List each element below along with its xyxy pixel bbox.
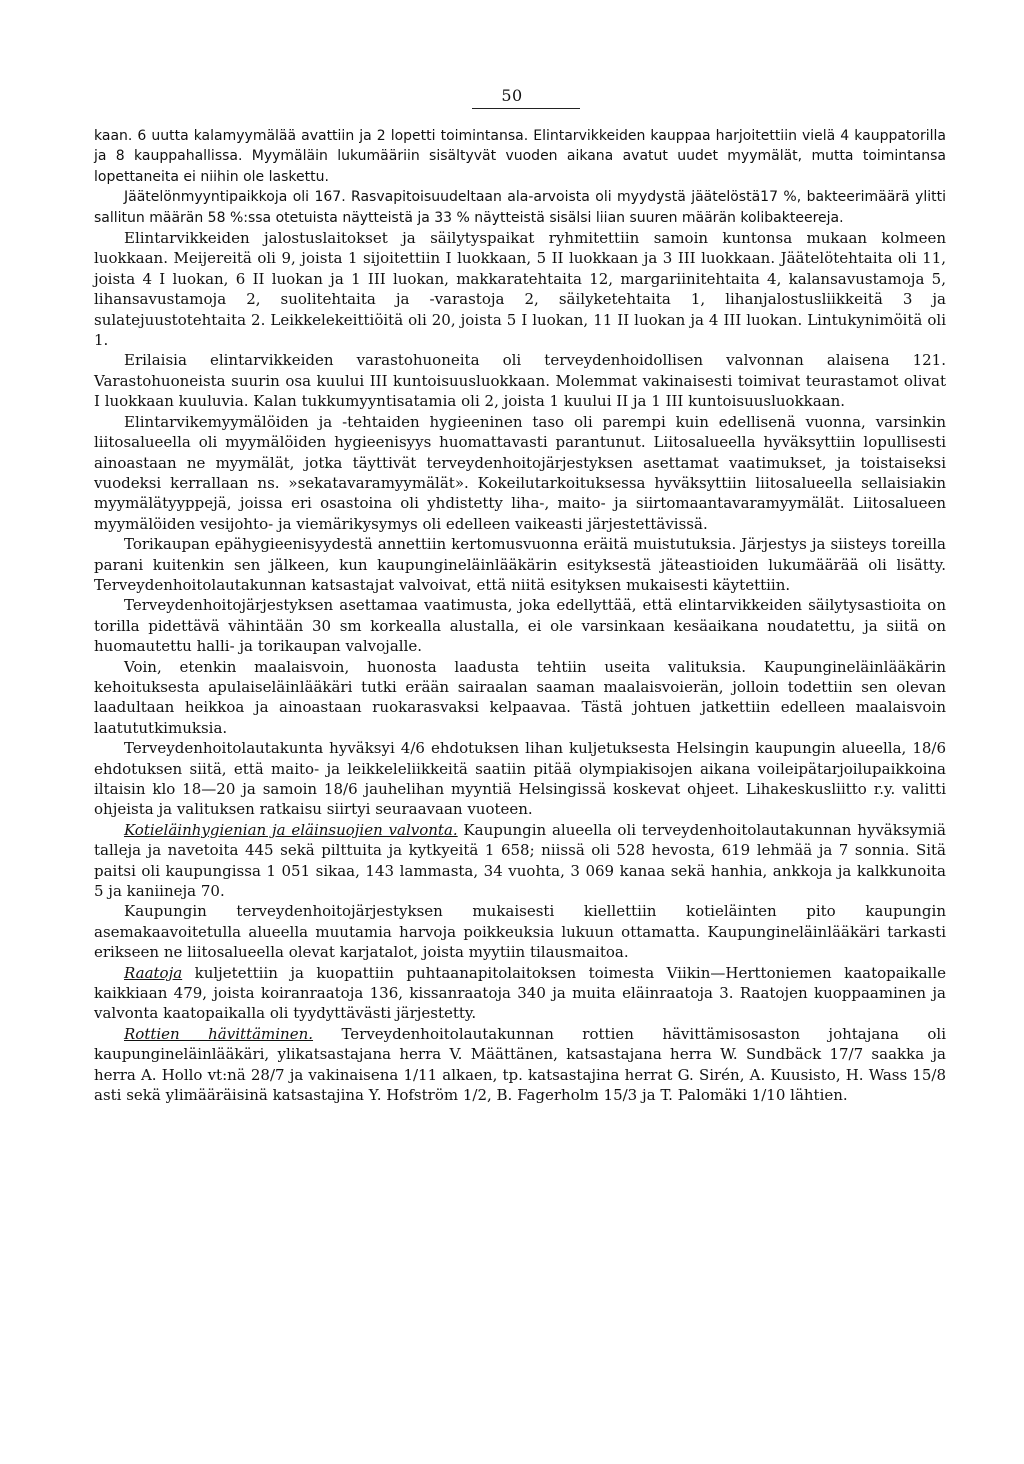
- paragraph-kotielainten-pito: Kaupungin terveydenhoitojärjestyksen mukaisesti kiellettiin kotieläinten pito kaupungin asemakaavoitetulla alueella muutamia harvoja poikkeuksia lukuun ottamatta. Kaupungineläinlääkäri tarkasti erikseen ne liitosalueella olevat karjatalot, joista myytiin tilausmaitoa.: [94, 902, 946, 962]
- paragraph-torikauppa: Torikaupan epähygieenisyydestä annettiin kertomusvuonna eräitä muistutuksia. Järjestys ja siisteys toreilla parani kuitenkin sen jälkeen, kun kaupungineläinlääkärin esityksestä jäteastioiden lukumäärää oli lisätty. Terveydenhoitolautakunnan katsastajat valvoivat, että niitä esityksen mukaisesti käytettiin.: [94, 535, 946, 594]
- paragraph-sailytysastiat: Terveydenhoitojärjestyksen asettamaa vaatimusta, joka edellyttää, että elintarvikkeiden säilytysastioita on torilla pidettävä vähintään 30 sm korkealla alustalla, ei ole varsinkaan kesäaikana noudatettu, ja siitä on huomautettu halli- ja torikaupan valvojalle.: [94, 596, 946, 656]
- paragraph-kalamyymalat: kaan. 6 uutta kalamyymälää avattiin ja 2 lopetti toimintansa. Elintarvikkeiden kauppaa harjoitettiin vielä 4 kauppatorilla ja 8 kauppahallissa. Myymäläin lukumääriin sisältyvät vuoden aikana avatut uudet myymälät, mutta toimintansa lopettaneita ei niihin ole laskettu.: [94, 128, 946, 185]
- paragraph-rottien-havittaminen: [94, 1024, 946, 1106]
- paragraph-jaatelonmyynti: Jäätelönmyyntipaikkoja oli 167. Rasvapitoisuudeltaan ala-arvoista oli myydystä jäätelöstä17 %, bakteerimäärä ylitti sallitun määrän 58 %:ssa otetuista näytteistä ja 33 % näytteistä sisälsi liian suuren määrän kolibakteereja.: [94, 189, 946, 226]
- section-heading-raadot: Raatoja: [124, 963, 183, 982]
- paragraph-maalaisvoi: Voin, etenkin maalaisvoin, huonosta laadusta tehtiin useita valituksia. Kaupungineläinlääkärin kehoituksesta apulaiseläinlääkäri tutki erään sairaalan saaman maalaisvoierän, jolloin todettiin sen olevan laadultaan heikkoa ja ainoastaan ruokarasvaksi kelpaavaa. Tästä johtuen jatkettiin edelleen maalaisvoin laatututkimuksia.: [94, 657, 946, 737]
- paragraph-rottien-havittaminen-text: Terveydenhoitolautakunnan rottien hävittämisosaston johtajana oli kaupungineläinlääkäri, ylikatsastajana herra V. Määttänen, katsastajana herra W. Sundbäck 17/7 saakka ja herra A. Hollo vt:nä 28/7 ja vakinaisena 1/11 alkaen, tp. katsastajina herrat G. Sirén, A. Kuusisto, H. Wass 15/8 asti sekä ylimääräisinä katsastajina Y. Hofström 1/2, B. Fagerholm 15/3 ja T. Palomäki 1/10 lähtien.: [94, 1024, 946, 1105]
- paragraph-jalostuslaitokset: Elintarvikkeiden jalostuslaitokset ja säilytyspaikat ryhmitettiin samoin kuntonsa mukaan kolmeen luokkaan. Meijereitä oli 9, joista 1 sijoitettiin I luokkaan, 5 II luokkaan ja 3 III luokkaan. Jäätelötehtaita oli 11, joista 4 I luokan, 6 II luokan ja 1 III luokan, makkaratehtaita 12, margariinitehtaita 4, kalansavustamoja 5, lihansavustamoja 2, suolitehtaita ja -varastoja 2, säilyketehtaita 1, lihanjalostusliikkeitä 3 ja sulatejuustotehtaita 2. Leikkelekeittiöitä oli 20, joista 5 I luokan, 11 II luokan ja 4 III luokan. Lintukynimöitä oli 1.: [94, 229, 946, 350]
- body-text: [94, 126, 946, 1106]
- paragraph-raadot-text: kuljetettiin ja kuopattiin puhtaanapitolaitoksen toimesta Viikin—Herttoniemen kaatopaikalle kaikkiaan 479, joista koiranraatoja 136, kissanraatoja 340 ja muita eläinraatoja 3. Raatojen kuoppaaminen ja valvonta kaatopaikalla oli tyydyttävästi järjestetty.: [94, 963, 946, 1023]
- paragraph-kotielainhygienia: [94, 820, 946, 902]
- paragraph-ehdotukset: Terveydenhoitolautakunta hyväksyi 4/6 ehdotuksen lihan kuljetuksesta Helsingin kaupungin alueella, 18/6 ehdotuksen siitä, että maito- ja leikkeleliikkeitä saatiin pitää olympiakisojen aikana voileipätarjoilupaikkoina iltaisin klo 18—20 ja samoin 18/6 jauhelihan myyntiä Helsingissä koskevat ohjeet. Lihakeskusliitto r.y. valitti ohjeista ja valituksen ratkaisu siirtyi seuraavaan vuoteen.: [94, 739, 946, 819]
- paragraph-kotielainhygienia-text: Kaupungin alueella oli terveydenhoitolautakunnan hyväksymiä talleja ja navetoita 445 sekä pilttuita ja kytkyeitä 1 658; niissä oli 528 hevosta, 619 lehmää ja 7 sonnia. Sitä paitsi oli kaupungissa 1 051 sikaa, 143 lammasta, 34 vuohta, 3 069 kanaa sekä hanhia, ankkoja ja kalkkunoita 5 ja kaniineja 70.: [94, 820, 946, 901]
- paragraph-varastohuoneet: Erilaisia elintarvikkeiden varastohuoneita oli terveydenhoidollisen valvonnan alaisena 121. Varastohuoneista suurin osa kuului III kuntoisuusluokkaan. Molemmat vakinaisesti toimivat teurastamot olivat I luokkaan kuuluvia. Kalan tukkumyyntisatamia oli 2, joista 1 kuului II ja 1 III kuntoisuusluokkaan.: [94, 351, 946, 411]
- paragraph-raadot: [94, 963, 946, 1024]
- section-heading-rotat: Rottien hävittäminen.: [124, 1024, 314, 1043]
- paragraph-myymalahygienia: Elintarvikemyymälöiden ja -tehtaiden hygieeninen taso oli parempi kuin edellisenä vuonna, varsinkin liitosalueella oli myymälöiden hygieenisyys huomattavasti parantunut. Liitosalueella hyväksyttiin lopullisesti ainoastaan ne myymälät, jotka täyttivät terveydenhoitojärjestyksen asettamat vaatimukset, ja toistaiseksi vuodeksi kerrallaan ns. »sekatavaramyymälät». Kokeilutarkoituksessa hyväksyttiin liitosalueella sellaisiakin myymälätyyppejä, joissa eri osastoina oli yhdistetty liha-, maito- ja siirtomaantavaramyymälät. Liitosalueen myymälöiden vesijohto- ja viemärikysymys oli edelleen vaikeasti järjestettävissä.: [94, 412, 946, 533]
- page-number: 50: [501, 86, 523, 105]
- page-number-rule: [472, 108, 580, 109]
- section-heading-kotielainhygienia: Kotieläinhygienian ja eläinsuojien valvonta.: [124, 820, 458, 839]
